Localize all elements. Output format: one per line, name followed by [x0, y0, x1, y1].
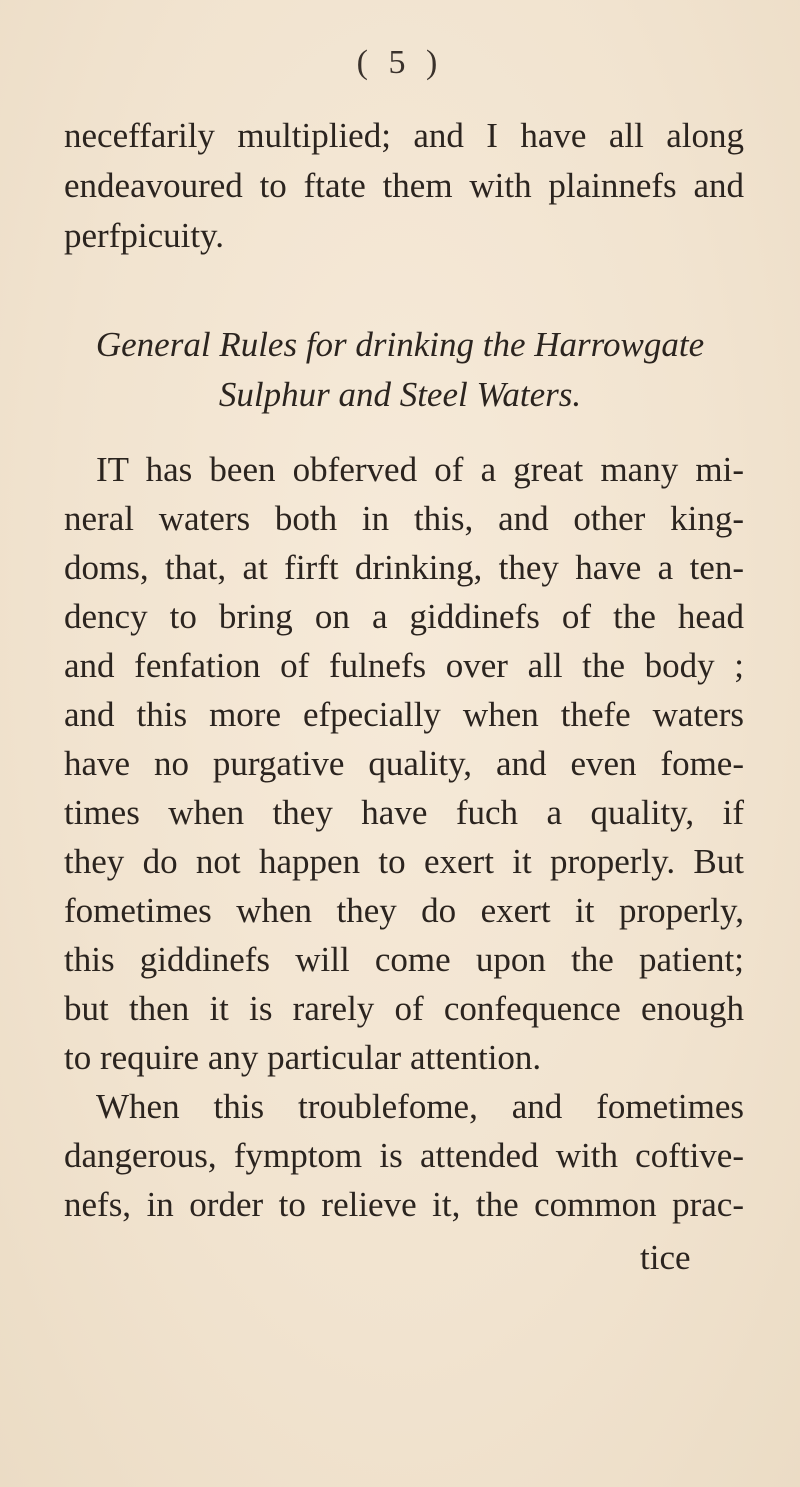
intro-line: neceffarily multiplied; and I have all along	[64, 116, 744, 155]
paragraph-line: but then it is rarely of confequence enough	[64, 989, 744, 1028]
intro-line: endeavoured to ftate them with plainnefs and	[64, 166, 744, 205]
paragraph-line: this giddinefs will come upon the patient;	[64, 940, 744, 979]
paragraph-line: When this troublefome, and fometimes	[96, 1087, 744, 1126]
paragraph-line: dency to bring on a giddinefs of the head	[64, 597, 744, 636]
paragraph-line: fometimes when they do exert it properly,	[64, 891, 744, 930]
paragraph-line: they do not happen to exert it properly. But	[64, 842, 744, 881]
paragraph-line: and this more efpecially when thefe waters	[64, 695, 744, 734]
paragraph-line: and fenfation of fulnefs over all the body ;	[64, 646, 744, 685]
intro-line: perfpicuity.	[64, 216, 225, 255]
page-number: ( 5 )	[356, 44, 444, 81]
paragraph-line: times when they have fuch a quality, if	[64, 793, 744, 832]
paragraph-line: have no purgative quality, and even fome-	[64, 744, 744, 783]
section-heading-line-2: Sulphur and Steel Waters.	[218, 375, 582, 414]
section-heading-line-1: General Rules for drinking the Harrowgate	[95, 325, 705, 364]
catchword: tice	[640, 1238, 691, 1277]
paragraph-line: doms, that, at firft drinking, they have a ten-	[64, 548, 744, 587]
paragraph-line: IT has been obferved of a great many mi-	[96, 450, 744, 489]
paragraph-line: nefs, in order to relieve it, the common prac-	[64, 1185, 744, 1224]
paragraph-line: dangerous, fymptom is attended with coftive-	[64, 1136, 744, 1175]
paragraph-line: to require any particular attention.	[64, 1038, 542, 1077]
paragraph-line: neral waters both in this, and other king-	[64, 499, 744, 538]
